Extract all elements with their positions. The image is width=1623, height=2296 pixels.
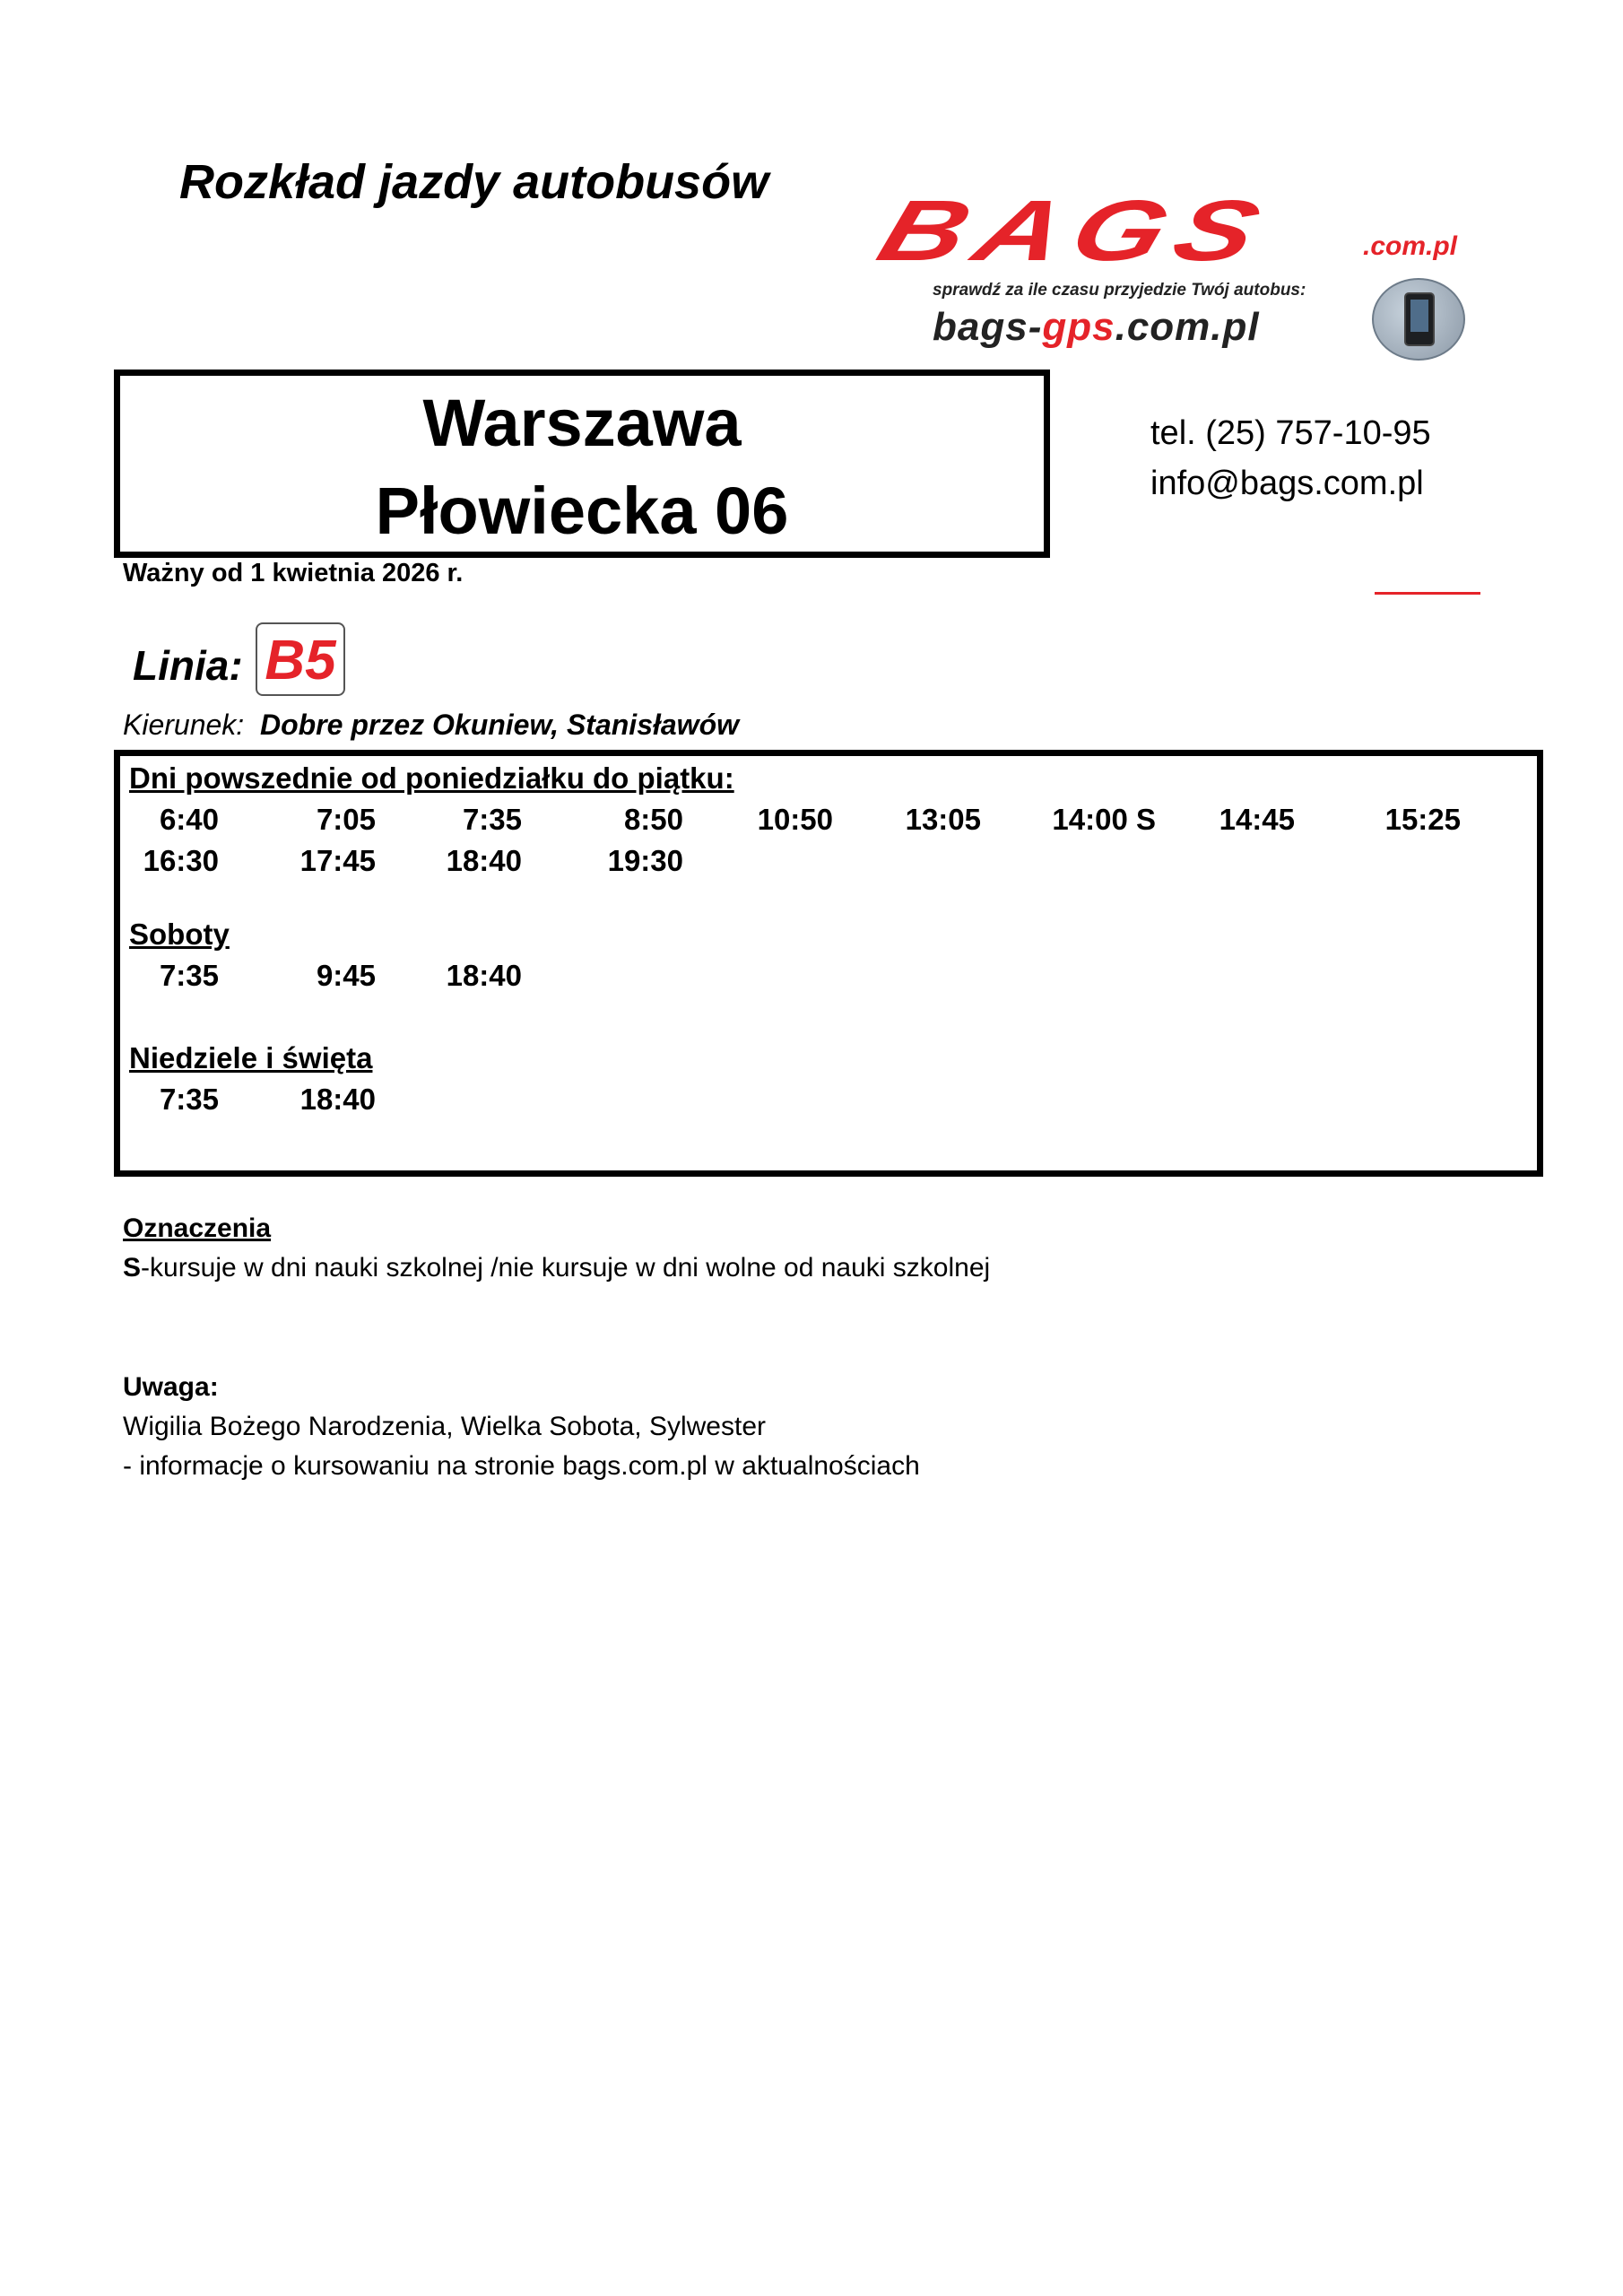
direction-label: Kierunek: [123,709,245,741]
departure-time: 17:45 [299,844,376,877]
departure-time: 6:40 [159,803,219,836]
departure-time: 19:30 [607,844,683,877]
line-label: Linia: [133,642,243,689]
departure-time: 13:05 [905,803,981,836]
warning-title: Uwaga: [123,1372,219,1402]
departure-time: 10:50 [757,803,833,836]
timetable-box [114,750,1543,1177]
gps-part2: gps [1042,305,1115,349]
notes-title: Oznaczenia [123,1213,272,1243]
direction [123,709,739,742]
gps-part1: bags- [933,305,1043,349]
departure-time: 16:30 [143,844,219,877]
notes-text [123,1253,990,1283]
logo-text: BAGS [867,183,1283,279]
saturdays-title: Soboty [129,918,230,951]
smartphone-icon [1372,278,1465,361]
warning-line2: - informacje o kursowaniu na stronie bags.com.pl w aktualnościach [123,1451,920,1481]
warning-line1: Wigilia Bożego Narodzenia, Wielka Sobota, Sylwester [123,1412,766,1441]
departure-time: 8:50 [623,803,683,836]
departure-time: 7:35 [159,1083,219,1116]
departure-time: 14:45 [1219,803,1295,836]
departure-time: 18:40 [446,959,522,992]
logo-tagline: sprawdź za ile czasu przyjedzie Twój autobus: [933,281,1306,300]
departure-time: 14:00 S [1052,803,1156,836]
bags-logo [867,183,1515,368]
departure-time: 18:40 [446,844,522,877]
sundays-title: Niedziele i święta [129,1041,373,1074]
contact-email: info@bags.com.pl [1150,465,1424,502]
departure-time: 9:45 [316,959,376,992]
gps-website [933,305,1260,350]
departure-time: 18:40 [299,1083,376,1116]
divider-line [1375,592,1480,595]
departure-time: 7:05 [316,803,376,836]
contact-phone: tel. (25) 757-10-95 [1150,414,1431,452]
stop-name: Płowiecka 06 [375,474,789,548]
timetable-heading: Rozkład jazdy autobusów [179,155,769,209]
valid-from: Ważny od 1 kwietnia 2026 r. [123,559,464,587]
departure-time: 7:35 [159,959,219,992]
stop-title-box [114,370,1050,558]
direction-value: Dobre przez Okuniew, Stanisławów [259,709,739,741]
weekdays-title: Dni powszednie od poniedziałku do piątku: [129,761,734,795]
stop-city: Warszawa [422,386,742,460]
departure-time: 7:35 [462,803,522,836]
logo-domain: .com.pl [1363,231,1458,261]
line-number-badge: B5 [256,622,345,696]
gps-part3: .com.pl [1115,305,1260,349]
notes-symbol: S [123,1253,142,1283]
notes-description: -kursuje w dni nauki szkolnej /nie kursuje w dni wolne od nauki szkolnej [141,1253,991,1283]
departure-time: 15:25 [1384,803,1461,836]
